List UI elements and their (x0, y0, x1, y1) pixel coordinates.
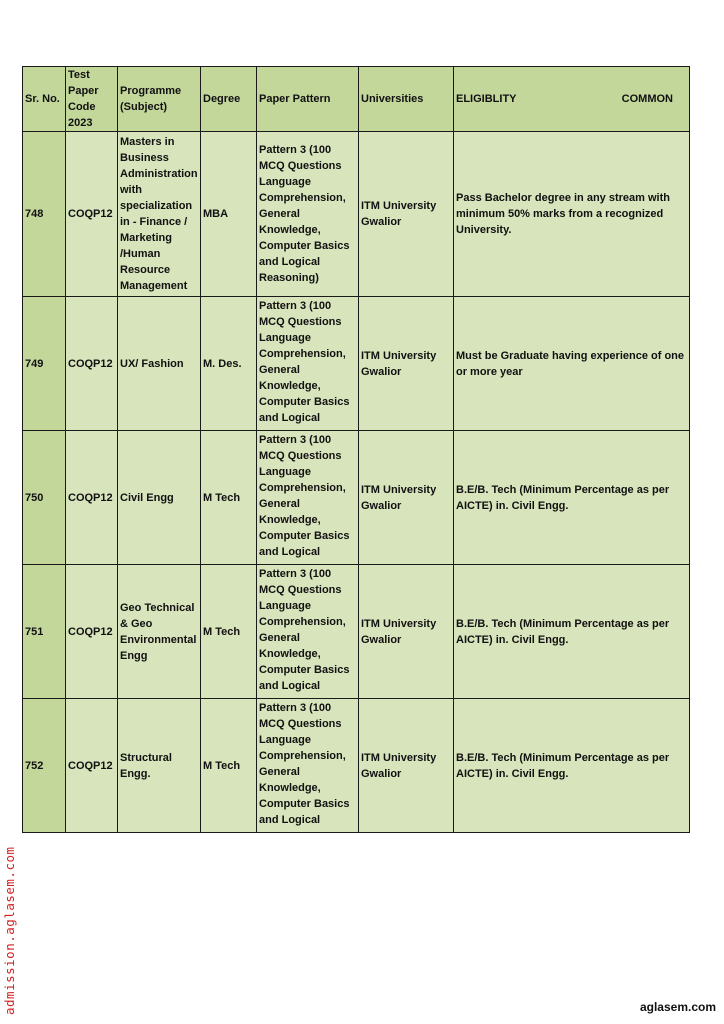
paper-code-cell: COQP12 (66, 431, 118, 565)
eligibility-table (22, 66, 690, 833)
header-eligibility (454, 67, 690, 132)
sr-no-cell: 749 (23, 297, 66, 431)
header-sr-no: Sr. No. (23, 67, 66, 132)
watermark-text: admission.aglasem.com (2, 846, 17, 1015)
university-cell: ITM University Gwalior (359, 132, 454, 297)
paper-code-cell: COQP12 (66, 699, 118, 833)
pattern-text: Pattern 3 (100 MCQ Questions Language Comprehension, General Knowledge, Computer Basics and Logical (259, 434, 350, 558)
programme-text: Civil Engg (120, 491, 174, 504)
table-row (23, 431, 690, 565)
paper-code-cell: COQP12 (66, 565, 118, 699)
degree-cell: M Tech (201, 431, 257, 565)
programme-cell (118, 699, 201, 833)
footer-site-name: aglasem.com (639, 1000, 716, 1014)
degree-cell: M. Des. (201, 297, 257, 431)
header-common-label: COMMON (621, 93, 673, 105)
sr-no-cell: 748 (23, 132, 66, 297)
programme-cell (118, 431, 201, 565)
programme-text: Structural Engg. (120, 751, 172, 780)
header-paper-pattern: Paper Pattern (257, 67, 359, 132)
header-programme: Programme (Subject) (118, 67, 201, 132)
eligibility-cell: B.E/B. Tech (Minimum Percentage as per AICTE) in. Civil Engg. (454, 699, 690, 833)
pattern-cell (257, 297, 359, 431)
header-eligibility-label: ELIGIBLITY (456, 93, 517, 105)
eligibility-cell: B.E/B. Tech (Minimum Percentage as per AICTE) in. Civil Engg. (454, 431, 690, 565)
eligibility-cell: B.E/B. Tech (Minimum Percentage as per AICTE) in. Civil Engg. (454, 565, 690, 699)
sr-no-cell: 751 (23, 565, 66, 699)
paper-code-cell: COQP12 (66, 297, 118, 431)
eligibility-cell: Must be Graduate having experience of one or more year (454, 297, 690, 431)
pattern-cell (257, 431, 359, 565)
programme-cell (118, 132, 201, 297)
paper-code-cell: COQP12 (66, 132, 118, 297)
pattern-text: Pattern 3 (100 MCQ Questions Language Comprehension, General Knowledge, Computer Basics and Logical (259, 300, 350, 424)
pattern-text: Pattern 3 (100 MCQ Questions Language Comprehension, General Knowledge, Computer Basics and Logical Reasoning) (259, 144, 350, 284)
university-cell: ITM University Gwalior (359, 699, 454, 833)
table-header-row (23, 67, 690, 132)
pattern-text: Pattern 3 (100 MCQ Questions Language Comprehension, General Knowledge, Computer Basics and Logical (259, 702, 350, 826)
university-cell: ITM University Gwalior (359, 565, 454, 699)
degree-cell: M Tech (201, 565, 257, 699)
table-row (23, 699, 690, 833)
programme-cell (118, 565, 201, 699)
table-row (23, 132, 690, 297)
header-test-paper-code: Test Paper Code 2023 (66, 67, 118, 132)
pattern-cell (257, 565, 359, 699)
table-row (23, 565, 690, 699)
degree-cell: MBA (201, 132, 257, 297)
sr-no-cell: 752 (23, 699, 66, 833)
table-row (23, 297, 690, 431)
programme-text: Geo Technical & Geo Environmental Engg (120, 601, 197, 662)
university-cell: ITM University Gwalior (359, 297, 454, 431)
header-universities: Universities (359, 67, 454, 132)
pattern-cell (257, 699, 359, 833)
degree-cell: M Tech (201, 699, 257, 833)
sr-no-cell: 750 (23, 431, 66, 565)
header-degree: Degree (201, 67, 257, 132)
university-cell: ITM University Gwalior (359, 431, 454, 565)
programme-text: UX/ Fashion (120, 357, 184, 370)
eligibility-cell: Pass Bachelor degree in any stream with minimum 50% marks from a recognized University. (454, 132, 690, 297)
programme-text: Masters in Business Administration with specialization in - Finance / Marketing /Human Resource Management (120, 136, 198, 292)
pattern-cell (257, 132, 359, 297)
programme-cell (118, 297, 201, 431)
pattern-text: Pattern 3 (100 MCQ Questions Language Comprehension, General Knowledge, Computer Basics and Logical (259, 568, 350, 692)
